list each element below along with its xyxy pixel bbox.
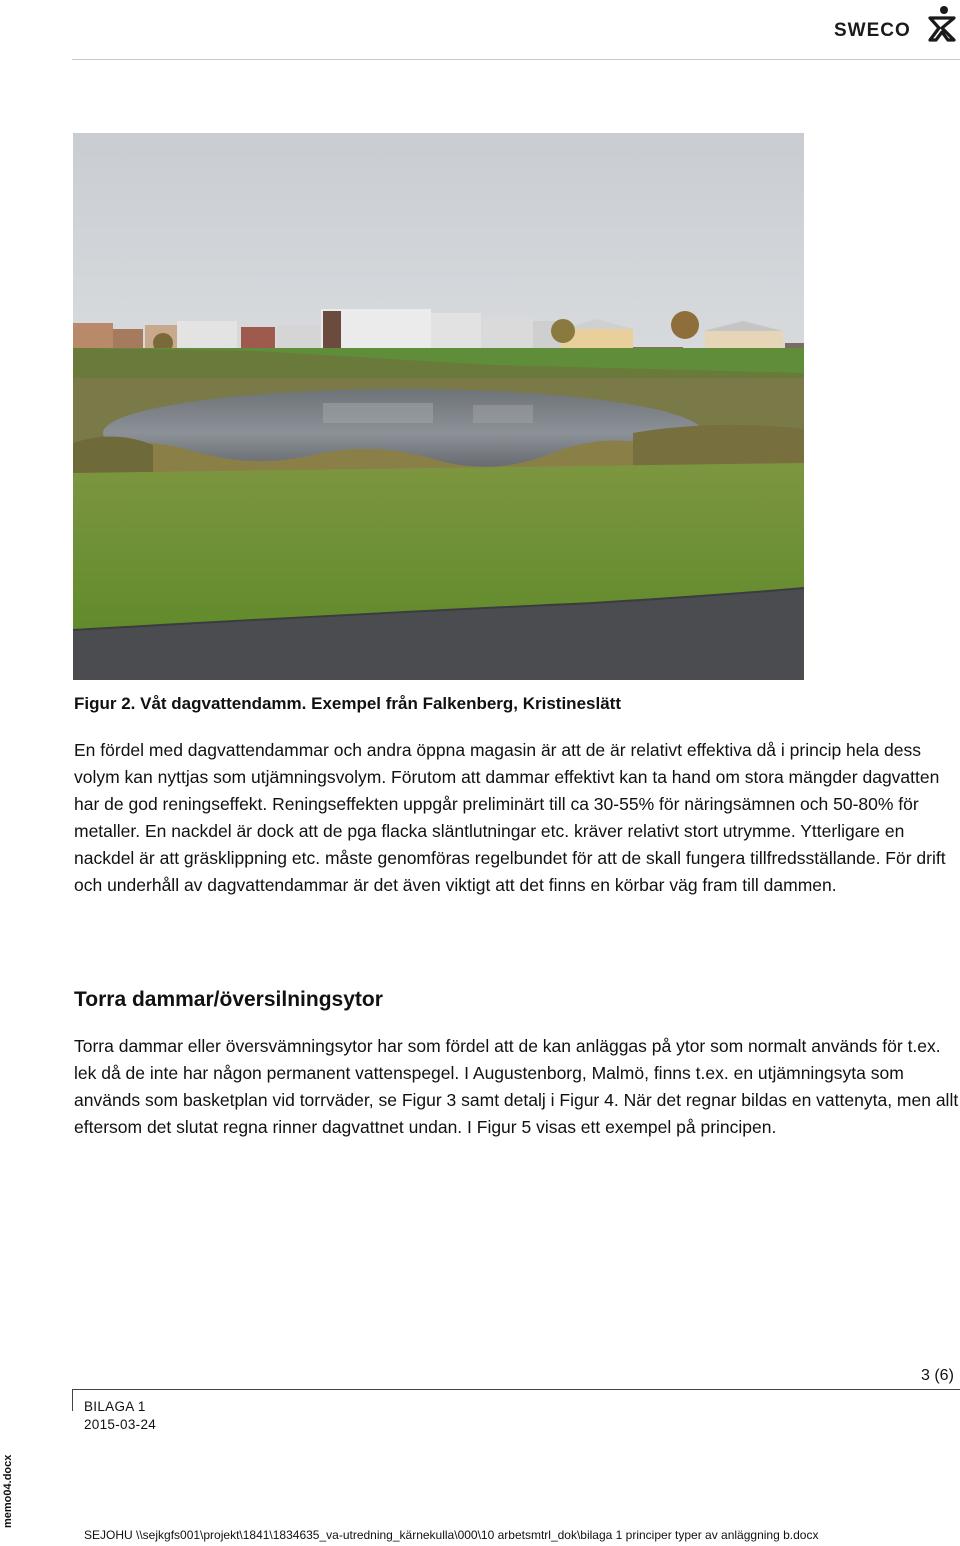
body-paragraph-2: Torra dammar eller översvämningsytor har som fördel att de kan anläggas på ytor som normalt används för t.ex. lek då de inte har någon permanent vattenspegel. I Augustenborg, Malmö, finns t.ex. en utjämningsyta som används som basketplan vid torrväder, se Figur 3 samt detalj i Figur 4. När det regnar bildas en vattenyta, men allt eftersom det slutat regna rinner dagvattnet undan. I Figur 5 visas ett exempel på principen. bbox=[74, 1036, 959, 1137]
header-divider bbox=[72, 59, 960, 60]
sweco-logo-icon bbox=[926, 4, 958, 44]
file-path: SEJOHU \\sejkgfs001\projekt\1841\1834635_va-utredning_kärnekulla\000\10 arbetsmtrl_dok\bilaga 1 principer typer av anläggning b.docx bbox=[84, 1528, 819, 1542]
logo-text: SWECO bbox=[834, 20, 911, 41]
footer-divider-vertical bbox=[72, 1389, 73, 1411]
pond-photo bbox=[73, 133, 804, 680]
document-date: 2015-03-24 bbox=[84, 1417, 157, 1432]
section-heading: Torra dammar/översilningsytor bbox=[74, 988, 383, 1011]
side-file-label bbox=[0, 1454, 14, 1530]
body-paragraph-1: En fördel med dagvattendammar och andra öppna magasin är att de är relativt effektiva då i princip hela dess volym kan nyttjas som utjämningsvolym. Förutom att dammar effektivt kan ta hand om stora mängder dagvatten har de god reningseffekt. Reningseffekten uppgår preliminärt till ca 30-55% för näringsämnen och 50-80% för metaller. En nackdel är dock att de pga flacka släntlutningar etc. kräver relativt stort utrymme. Ytterligare en nackdel är att gräsklippning etc. måste genomföras regelbundet för att de skall fungera tillfredsställande. För drift och underhåll av dagvattendammar är det även viktigt att det finns en körbar väg fram till dammen. bbox=[74, 740, 946, 895]
page-number: 3 (6) bbox=[921, 1367, 954, 1384]
side-file-label-text: memo04.docx bbox=[2, 1454, 14, 1528]
appendix-label: BILAGA 1 bbox=[84, 1399, 146, 1414]
footer-divider bbox=[72, 1389, 960, 1390]
sweco-logo bbox=[834, 4, 958, 48]
figure-caption: Figur 2. Våt dagvattendamm. Exempel från Falkenberg, Kristineslätt bbox=[74, 694, 621, 713]
